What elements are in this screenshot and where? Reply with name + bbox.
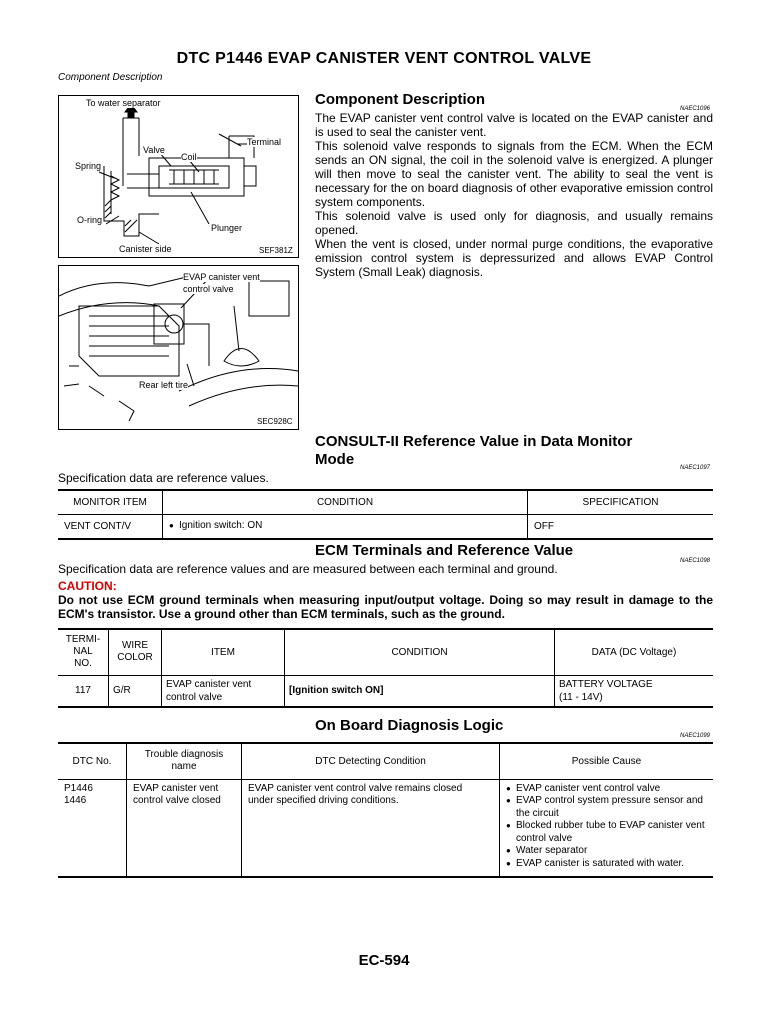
list-item: ● Blocked rubber tube to EVAP canister vent control valve bbox=[506, 820, 707, 845]
figure-code: SEC928C bbox=[257, 417, 293, 426]
cell-text: EVAP canister vent control valve remains closed bbox=[248, 782, 463, 794]
valve-cross-section-figure bbox=[58, 95, 299, 258]
cell-text: EVAP canister vent bbox=[133, 782, 219, 794]
cell-text: under specified driving conditions. bbox=[248, 795, 399, 806]
cell-text: control valve bbox=[166, 691, 223, 703]
condition-item: ● Ignition switch: ON bbox=[169, 520, 521, 533]
label-o-ring: O-ring bbox=[77, 215, 103, 225]
consult-heading-line1: CONSULT-II Reference Value in Data Monitor bbox=[315, 433, 633, 450]
label-rear-left-tire: Rear left tire bbox=[139, 380, 189, 390]
header-terminal-no bbox=[58, 629, 109, 675]
header-text: COLOR bbox=[117, 652, 153, 664]
consult-heading-line2: Mode bbox=[315, 451, 355, 468]
list-item: ● EVAP canister is saturated with water. bbox=[506, 858, 707, 871]
cell-text: control valve closed bbox=[133, 795, 221, 806]
valve-cross-section-drawing bbox=[59, 96, 298, 257]
cell-text: P1446 bbox=[64, 782, 93, 794]
figure-code: SEF381Z bbox=[259, 246, 293, 255]
paragraph: This solenoid valve is used only for diagnosis, and usually remains opened. bbox=[315, 209, 713, 237]
header-item: ITEM bbox=[162, 629, 285, 675]
cell-specification: OFF bbox=[528, 515, 714, 540]
cell-condition: [Ignition switch ON] bbox=[285, 675, 555, 707]
header-dtc-no: DTC No. bbox=[58, 743, 127, 779]
ecm-heading: ECM Terminals and Reference Value bbox=[315, 542, 574, 559]
paragraph: When the vent is closed, under normal purge conditions, the evaporative emission control system is depressurized and allows EVAP Control System (Small Leak) diagnosis. bbox=[315, 237, 713, 279]
cell-possible-cause bbox=[500, 779, 714, 877]
section-code: NAEC1099 bbox=[680, 733, 711, 739]
header-condition: CONDITION bbox=[285, 629, 555, 675]
paragraph: This solenoid valve responds to signals from the ECM. When the ECM sends an ON signal, the coil in the solenoid valve is energized. A plunger will then move to seal the canister vent. The ability to seal the vent is necessary for the on board diagnosis of other evaporative emission control system components. bbox=[315, 139, 713, 209]
header-text: TERMI- bbox=[65, 634, 101, 646]
page-title: DTC P1446 EVAP CANISTER VENT CONTROL VALVE bbox=[176, 50, 592, 67]
component-description-heading: Component Description bbox=[315, 91, 486, 108]
valve-location-drawing bbox=[59, 266, 298, 429]
label-spring: Spring bbox=[75, 161, 102, 171]
obd-heading: On Board Diagnosis Logic bbox=[315, 717, 504, 734]
label-valve: Valve bbox=[143, 145, 165, 155]
cell-dtc bbox=[58, 779, 127, 877]
table-header-row bbox=[58, 490, 713, 515]
cell-text: BATTERY VOLTAGE bbox=[559, 678, 653, 690]
header-text: WIRE bbox=[121, 640, 149, 652]
section-label: Component Description bbox=[58, 72, 163, 83]
table-row bbox=[58, 515, 713, 540]
header-data: DATA (DC Voltage) bbox=[555, 629, 714, 675]
header-monitor-item: MONITOR ITEM bbox=[58, 490, 163, 515]
caution-text: Do not use ECM ground terminals when measuring input/output voltage. Doing so may result in damage to the ECM's transistor. Use a ground other than ECM terminals, such as the ground. bbox=[58, 593, 713, 621]
list-item: ● EVAP canister vent control valve bbox=[506, 783, 707, 796]
label-canister-side: Canister side bbox=[119, 244, 172, 254]
section-code: NAEC1098 bbox=[680, 558, 711, 564]
list-item: ● EVAP control system pressure sensor and the circuit bbox=[506, 795, 707, 820]
label-plunger: Plunger bbox=[211, 223, 243, 233]
component-description-text bbox=[315, 111, 713, 279]
header-detecting-condition: DTC Detecting Condition bbox=[242, 743, 500, 779]
cell-trouble-name bbox=[127, 779, 242, 877]
possible-cause-list bbox=[506, 783, 707, 871]
consult-heading bbox=[315, 433, 632, 469]
label-terminal: Terminal bbox=[247, 137, 282, 147]
cell-text: 1446 bbox=[64, 795, 87, 806]
ecm-terminal-table bbox=[58, 628, 713, 708]
paragraph: The EVAP canister vent control valve is located on the EVAP canister and is used to seal the canister vent. bbox=[315, 111, 713, 139]
page-number: EC-594 bbox=[358, 952, 410, 969]
cell-detecting-condition bbox=[242, 779, 500, 877]
label-to-water-separator: To water separator bbox=[86, 98, 161, 108]
header-text: name bbox=[171, 761, 197, 773]
header-text: NAL bbox=[73, 646, 93, 658]
header-specification: SPECIFICATION bbox=[528, 490, 714, 515]
section-code: NAEC1096 bbox=[680, 106, 711, 112]
header-wire-color bbox=[109, 629, 162, 675]
label-coil: Coil bbox=[181, 152, 197, 162]
cell-monitor-item: VENT CONT/V bbox=[58, 515, 163, 540]
cell-item bbox=[162, 675, 285, 707]
table-row bbox=[58, 779, 713, 877]
label-evap-valve-line1: EVAP canister vent bbox=[183, 272, 260, 282]
header-condition: CONDITION bbox=[163, 490, 528, 515]
cell-data bbox=[555, 675, 714, 707]
cell-terminal: 117 bbox=[58, 675, 109, 707]
table-row bbox=[58, 675, 713, 707]
table-header-row bbox=[58, 629, 713, 675]
obd-table bbox=[58, 742, 713, 878]
label-evap-valve-line2: control valve bbox=[183, 284, 234, 294]
list-item: ● Water separator bbox=[506, 845, 707, 858]
caution-title: CAUTION: bbox=[58, 579, 117, 593]
header-text: Trouble diagnosis bbox=[144, 749, 224, 761]
cell-wire-color: G/R bbox=[109, 675, 162, 707]
cell-condition bbox=[163, 515, 528, 540]
header-possible-cause: Possible Cause bbox=[500, 743, 714, 779]
consult-table bbox=[58, 489, 713, 540]
cell-text: (11 - 14V) bbox=[559, 691, 603, 703]
valve-location-figure bbox=[58, 265, 299, 430]
header-trouble-name bbox=[127, 743, 242, 779]
consult-note: Specification data are reference values. bbox=[58, 471, 269, 485]
section-code: NAEC1097 bbox=[680, 465, 711, 471]
header-text: NO. bbox=[74, 658, 92, 670]
table-header-row bbox=[58, 743, 713, 779]
cell-text: EVAP canister vent bbox=[166, 678, 252, 690]
ecm-note: Specification data are reference values and are measured between each terminal and ground. bbox=[58, 562, 558, 576]
